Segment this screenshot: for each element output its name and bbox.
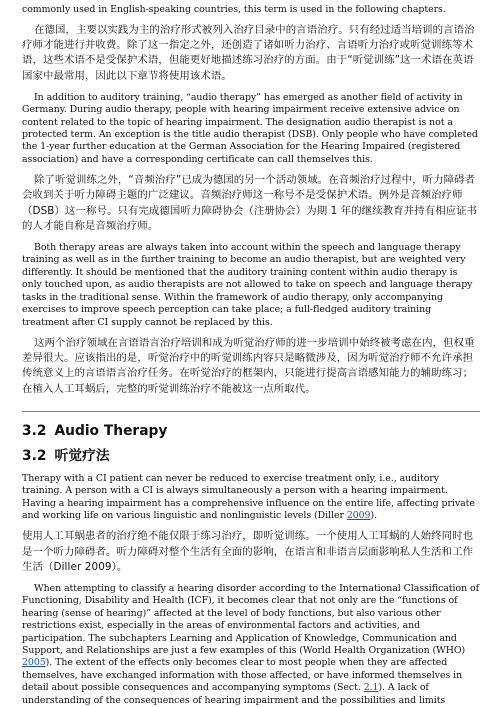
section-number-chinese: 3.2 — [22, 447, 47, 464]
english-paragraph-ci-patient — [22, 473, 480, 523]
english-paragraph-ci-patient-text: Therapy with a CI patient can never be reduced to exercise treatment only, i.e., auditory training. A person with a CI is always simultaneously a person with a hearing impairment. Having a hearing impairment has a comprehensive influence on the entire life, affecting private and working life on various linguistic and nonlinguistic levels (Diller — [22, 472, 475, 521]
english-paragraph-icf-text-3: ). A lack of understanding of the consequences of hearing impairment and the possibilities and limits — [22, 682, 446, 706]
section-link-2-1[interactable]: 2.1 — [363, 682, 379, 694]
section-title-chinese: 听觉疗法 — [54, 447, 110, 464]
english-paragraph-icf — [22, 583, 480, 707]
chinese-paragraph-therapy-areas: 这两个治疗领域在言语语言治疗培训和成为听觉治疗师的进一步培训中始终被考虑在内，但权重差异很大。应该指出的是，听觉治疗中的听觉训练内容只是略微涉及，因为听觉治疗师不允许承担传统意义上的言语语言治疗任务。在听觉治疗的框架内，只能进行提高言语感知能力的辅助练习；在植入人工耳蜗后，完整的听觉训练治疗不能被这一点所取代。 — [22, 336, 475, 395]
section-divider — [22, 411, 480, 412]
english-paragraph-icf-text-2: ). The extent of the effects only becomes clear to most people when they are affected themselves, have exchanged information with those affected, or have informed themselves in detail about possible consequences and accompanying symptoms (Sect. — [22, 657, 463, 694]
chinese-paragraph-ci-patient: 使用人工耳蜗患者的治疗绝不能仅限于练习治疗，即听觉训练。一个使用人工耳蜗的人始终同时也是一个听力障碍者。听力障碍对整个生活有全面的影响，在语言和非语言层面影响私人生活和工作生活（Diller 2009）。 — [22, 530, 474, 573]
chinese-paragraph-audio-training-terms: 在德国，主要以实践为主的治疗形式被列入治疗目录中的言语治疗。只有经过适当培训的言语治疗师才能进行并收费。除了这一指定之外，还创造了诸如听力治疗、言语听力治疗或听觉训练等术语，这些术语不是受保护术语，但能更好地描述练习治疗的方面。由于“听觉训练”这一术语在英语国家中最常用，因此以下章节将使用该术语。 — [22, 24, 475, 82]
section-title: Audio Therapy — [54, 422, 168, 439]
section-heading-chinese — [22, 447, 480, 465]
english-paragraph-ci-patient-end: ). — [370, 509, 378, 521]
section-number: 3.2 — [22, 422, 47, 439]
top-paragraph-fragment: commonly used in English-speaking countries, this term is used in the following chapters. — [22, 4, 446, 15]
citation-link-2005[interactable]: 2005 — [22, 657, 46, 669]
english-paragraph-audio-therapy: In addition to auditory training, “audio therapy” has emerged as another field of activity in Germany. During audio therapy, people with hearing impairment receive extensive advice on content related to the topic of hearing impairment. The designation audio therapist is not a protected term. An exception is the title audio therapist (DSB). Only people who have completed the 1-year further education at the German Association for the Hearing Impaired (registered association) and have a corresponding certificate can call themselves this. — [22, 91, 478, 165]
english-paragraph-therapy-areas: Both therapy areas are always taken into account within the speech and language therapy training as well as in the further training to become an audio therapist, but are weighted very differently. It should be mentioned that the auditory training content within audio therapy is only touched upon, as audio therapists are not allowed to take on speech and language therapy tasks in the traditional sense. Within the framework of audio therapy, only accompanying exercises to improve speech perception can take place; a full-fledged auditory training treatment after CI supply cannot be replaced by this. — [22, 242, 473, 328]
citation-link-2009[interactable]: 2009 — [346, 509, 371, 521]
section-heading-english — [22, 422, 480, 440]
english-paragraph-icf-text-1: When attempting to classify a hearing disorder according to the International Classification of Functioning, Disability and Health (ICF), it becomes clear that not only are the “functions of hearing (sense of hearing)” affected at the level of body functions, but also various other restrictions exist, especially in the areas of environmental factors and activities, and participation. The subchapters Learning and Application of Knowledge, Communication and Support, and Relationships are just a few examples of this (World Health Organization (WHO) — [22, 582, 479, 656]
chinese-paragraph-audio-therapy: 除了听觉训练之外，“音频治疗”已成为德国的另一个活动领域。在音频治疗过程中，听力障碍者会收到关于听力障碍主题的广泛建议。音频治疗师这一称号不是受保护术语。例外是音频治疗师（DSB）这一称号。只有完成德国听力障碍协会（注册协会）为期 1 年的继续教育并持有相应证书的人才能自称是音频治疗师。 — [22, 174, 478, 232]
